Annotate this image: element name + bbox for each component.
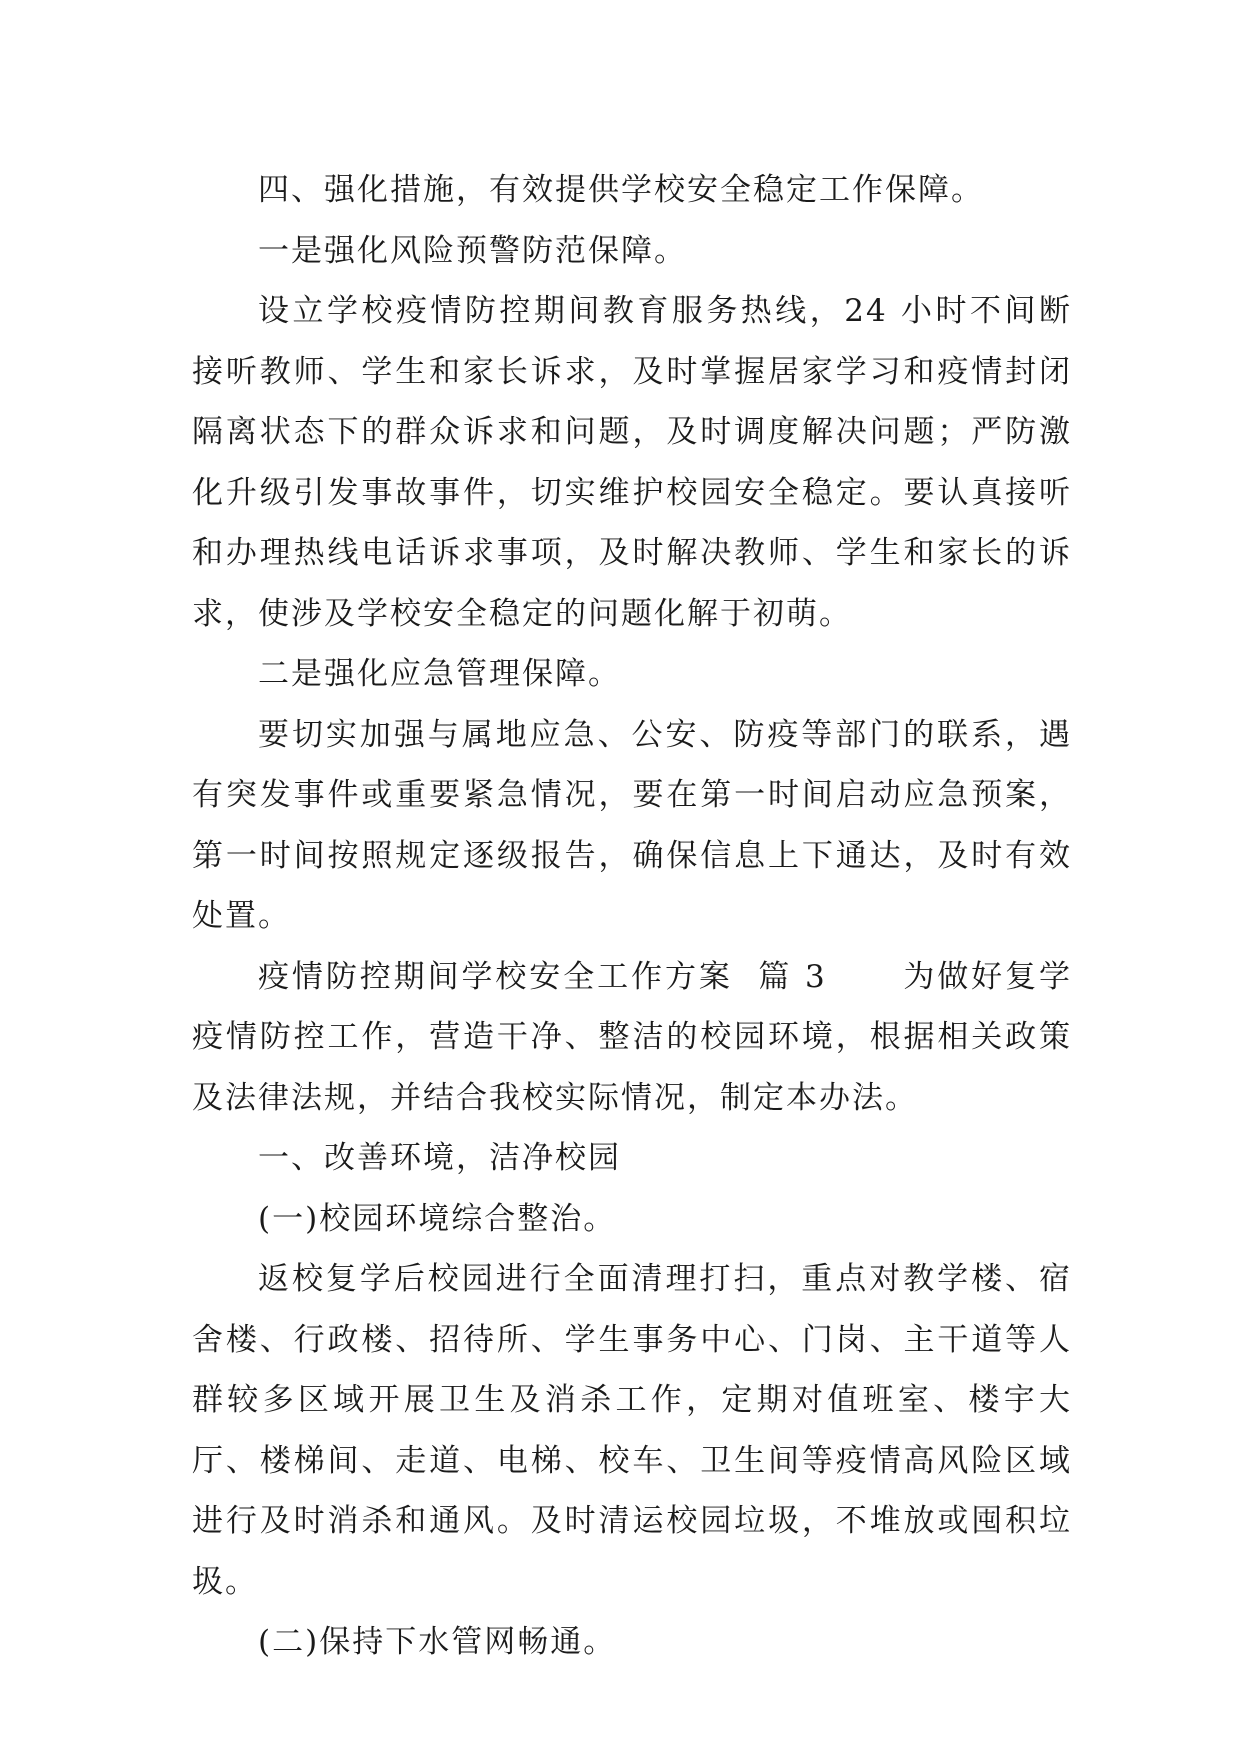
paragraph-plan-three-intro: 疫情防控期间学校安全工作方案 篇 3 为做好复学疫情防控工作，营造干净、整洁的校园环境，根据相关政策及法律法规，并结合我校实际情况，制定本办法。 [192, 958, 1072, 1116]
section-heading-four: 四、强化措施，有效提供学校安全稳定工作保障。 [258, 172, 984, 208]
subheading-drainage: (二)保持下水管网畅通。 [258, 1624, 617, 1660]
subheading-risk-warning: 一是强化风险预警防范保障。 [258, 232, 687, 269]
paragraph-hotline: 设立学校疫情防控期间教育服务热线，24 小时不间断接听教师、学生和家长诉求，及时掌握居家学习和疫情封闭隔离状态下的群众诉求和问题，及时调度解决问题；严防激化升级引发事故事件，切实维护校园安全稳定。要认真接听和办理热线电话诉求事项，及时解决教师、学生和家长的诉求，使涉及学校安全稳定的问题化解于初萌。 [192, 293, 1072, 632]
paragraph-emergency: 要切实加强与属地应急、公安、防疫等部门的联系，遇有突发事件或重要紧急情况，要在第一时间启动应急预案，第一时间按照规定逐级报告，确保信息上下通达，及时有效处置。 [192, 716, 1072, 934]
section-heading-environment: 一、改善环境，洁净校园 [258, 1140, 621, 1176]
subheading-emergency: 二是强化应急管理保障。 [258, 656, 621, 692]
document-body [192, 160, 1072, 1673]
paragraph-disinfection: 返校复学后校园进行全面清理打扫，重点对教学楼、宿舍楼、行政楼、招待所、学生事务中心、门岗、主干道等人群较多区域开展卫生及消杀工作，定期对值班室、楼宇大厅、楼梯间、走道、电梯、校车、卫生间等疫情高风险区域进行及时消杀和通风。及时清运校园垃圾，不堆放或囤积垃圾。 [192, 1261, 1072, 1600]
subheading-campus-cleanup: (一)校园环境综合整治。 [258, 1200, 617, 1237]
